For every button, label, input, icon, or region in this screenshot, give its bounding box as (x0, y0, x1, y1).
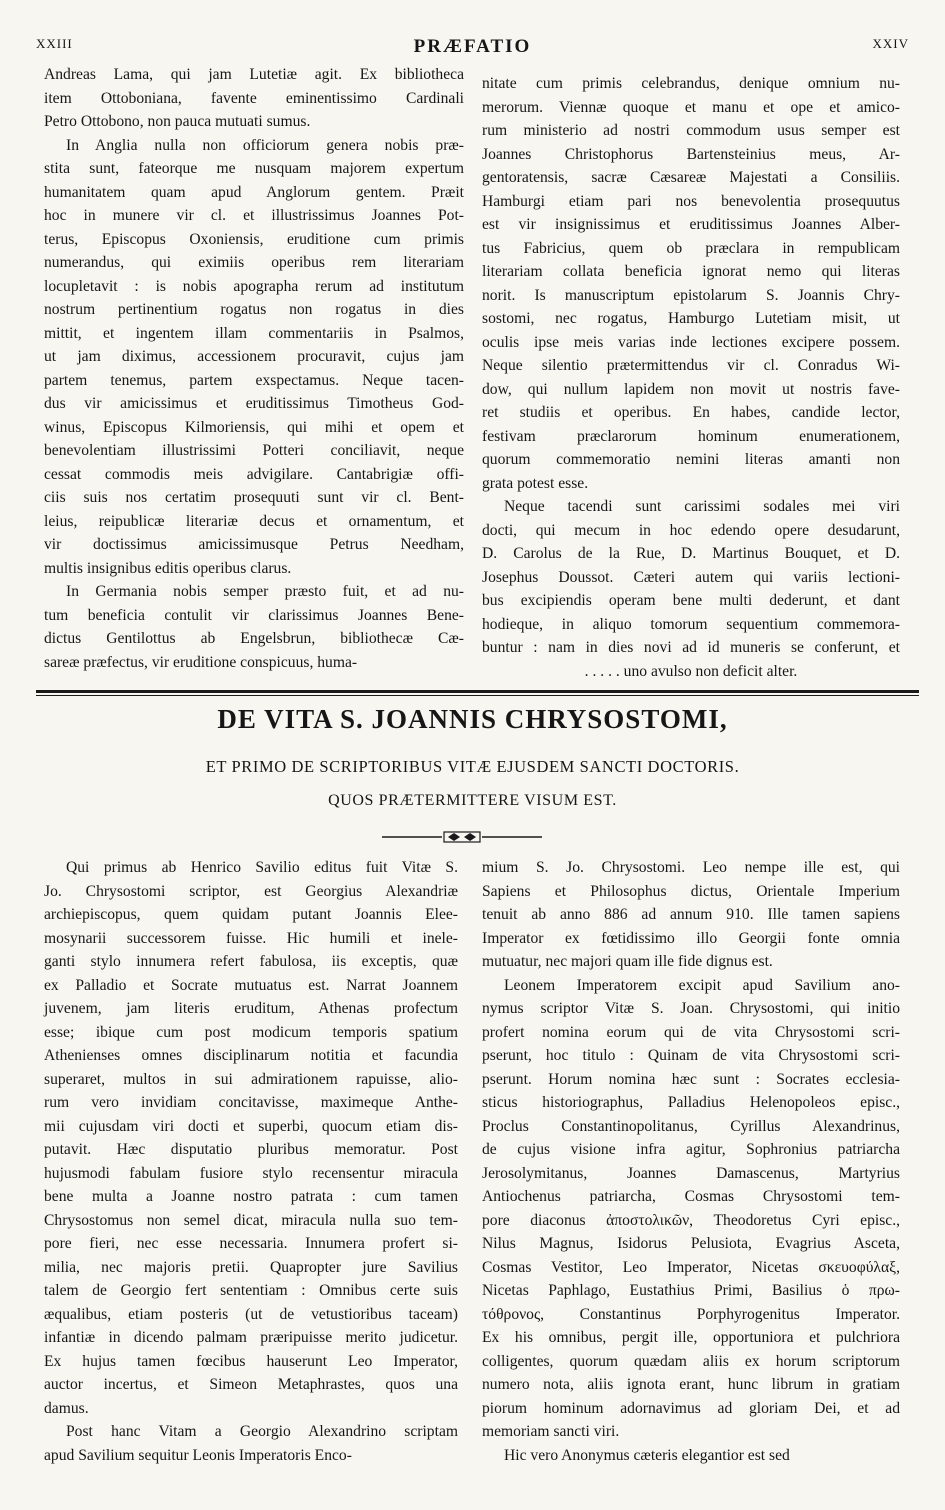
text-line: superaret, multos in sui admirationem rapuisse, alio- (44, 1070, 458, 1088)
text-line: rum vero invidiam concitavisse, maximeque Anthe- (44, 1094, 458, 1111)
text-line: Athenienses omnes disciplinarum notitia et facundia (44, 1047, 458, 1064)
text-line: docti, qui mecum in hoc edendo opere desudarunt, (482, 521, 900, 539)
text-line: In Anglia nulla non officiorum genera nobis præ- (66, 136, 464, 154)
text-line: esse; ibique cum post modicum temporis spatium (44, 1023, 458, 1041)
text-line: rum ministerio ad nostri commodum usus semper est (482, 122, 900, 139)
text-line: Jerosolymitanus, Joannes Damascenus, Martyrius (482, 1164, 900, 1182)
text-line: Josephus Doussot. Cæteri autem qui variis lectioni- (482, 568, 900, 586)
text-line: stita sunt, fateorque me nusquam majorem expertum (44, 160, 464, 177)
section-subtitle-2: QUOS PRÆTERMITTERE VISUM EST. (328, 792, 617, 809)
section-subtitle: ET PRIMO DE SCRIPTORIBUS VITÆ EJUSDEM SANCTI DOCTORIS. (205, 757, 740, 776)
text-line: Hamburgi etiam pari nos benevolentia prosequutus (482, 192, 900, 210)
text-line: milia, nec majoris pretii. Quapropter jure Savilius (44, 1258, 458, 1276)
text-line: literariam collata beneficia ignorat nemo qui literas (482, 263, 900, 280)
text-line: bus excipiendis operam bene multi dederunt, et dant (482, 592, 900, 609)
page-number-right: XXIV (872, 36, 909, 51)
text-line: leius, reipublicæ literariæ decus et ornamentum, et (44, 512, 464, 530)
text-line: ciis suis nos certatim prosequuti sunt vir cl. Bent- (44, 489, 464, 506)
text-line: dictus Gentilottus ab Engelsbrun, bibliothecæ Cæ- (44, 630, 464, 647)
text-line: colligentes, quorum quædam aliis ex horum scriptorum (482, 1352, 900, 1370)
text-line: de cujus visione infra agitur, Sophronius patriarcha (482, 1141, 900, 1158)
text-line: ex Palladio et Socrate mutuatus est. Narrat Joannem (44, 976, 458, 994)
text-line: mii cujusdam viri docti et superbi, quocum etiam dis- (44, 1117, 458, 1135)
running-title: PRÆFATIO (413, 36, 532, 57)
text-line: infantiæ in dicendo palmam præripuisse merito judicetur. (44, 1329, 458, 1346)
text-line: Hic vero Anonymus cæteris elegantior est sed (504, 1446, 790, 1464)
text-line: talem de Georgio fert sententiam : Omnibus certe suis (44, 1282, 458, 1299)
text-line: nostrum pertinentium rogatus non rogatus in dies (44, 301, 464, 318)
text-line: mutuatur, nec majori quam ille fide dignus est. (482, 953, 773, 970)
text-line: damus. (44, 1399, 89, 1417)
text-line: pore fieri, nec esse necessaria. Innumera profert si- (44, 1235, 458, 1252)
text-line: multis insignibus editis operibus clarus. (44, 559, 292, 577)
text-line: Ex hujus tamen fœcibus hauserunt Leo Imperator, (44, 1352, 458, 1370)
text-line: Imperator ex fœtidissimo illo Georgii fonte omnia (482, 929, 900, 947)
section-rule-thin (36, 695, 919, 696)
text-line: norit. Is manuscriptum epistolarum S. Joannis Chry- (482, 286, 900, 304)
text-line: tum beneficia contulit vir clarissimus Joannes Bene- (44, 606, 464, 624)
vita-right-column (482, 856, 900, 1467)
text-line: Leonem Imperatorem excipit apud Savilium ano- (504, 976, 900, 994)
text-line: Post hanc Vitam a Georgio Alexandrino scriptam (66, 1423, 458, 1440)
text-line: memoriam sancti viri. (482, 1423, 620, 1440)
text-line: partem tenemus, partem exspectamus. Neque tacen- (44, 371, 464, 389)
preface-right-column (482, 72, 900, 683)
text-line: archiepiscopus, quem quidam putant Joannis Elee- (44, 906, 458, 923)
text-line: piorum hominum adornavimus ad gloriam Dei, et ad (482, 1399, 900, 1417)
text-line: sareæ præfectus, vir eruditione conspicuus, huma- (44, 653, 358, 671)
text-line: Ex his omnibus, pergit ille, opportuniora et pulchriora (482, 1329, 900, 1346)
text-line: putavit. Hæc disputatio pluribus memoratur. Post (44, 1141, 458, 1158)
text-line: item Ottoboniana, favente eminentissimo Cardinali (44, 89, 464, 107)
text-line: festivam præclarorum hominum enumerationem, (482, 427, 900, 445)
text-line: pserunt, hoc titulo : Quinam de vita Chrysostomi scri- (482, 1047, 900, 1064)
text-line: merorum. Viennæ quoque et manu et ope et amico- (482, 98, 900, 116)
text-line: Petro Ottobono, non pauca mutuati sumus. (44, 113, 311, 130)
text-line: bene multa a Joanne nostro patrata : cum tamen (44, 1188, 458, 1205)
ornament-divider (382, 830, 542, 844)
text-line: τόθρονος, Constantinus Porphyrogenitus Imperator. (482, 1305, 900, 1323)
text-line: sticus historiographus, Palladius Helenopoleos episc., (482, 1094, 900, 1111)
text-line: nymus scriptor Vitæ S. Joan. Chrysostomi, qui initio (482, 1000, 900, 1017)
text-line: In Germania nobis semper præsto fuit, et ad nu- (66, 583, 464, 600)
text-line: Nilus Magnus, Isidorus Pelusiota, Evagrius Asceta, (482, 1235, 900, 1252)
text-line: Neque silentio prætermittendus vir cl. Conradus Wi- (482, 357, 900, 374)
text-line: quorum commemoratio nemini literas amanti non (482, 451, 900, 468)
text-line: Neque tacendi sunt carissimi sodales mei viri (504, 498, 900, 515)
text-line: hoc in munere vir cl. et illustrissimus Joannes Pot- (44, 207, 464, 224)
text-line: Chrysostomus non semel dicat, miracula nulla suo tem- (44, 1211, 458, 1229)
text-line: Sapiens et Philosophus dictus, Orientale Imperium (482, 882, 900, 900)
text-line: Qui primus ab Henrico Savilio editus fuit Vitæ S. (66, 859, 458, 876)
running-head (36, 36, 909, 62)
text-line: Andreas Lama, qui jam Lutetiæ agit. Ex bibliotheca (44, 66, 464, 83)
text-line: auctor incertus, et Simeon Metaphrastes, quos una (44, 1376, 458, 1393)
text-line: hujusmodi fabulam fusiore stylo recensentur miracula (44, 1164, 458, 1182)
text-line: grata potest esse. (482, 474, 589, 492)
text-line: dow, qui nullum lapidem non movit ut nostris fave- (482, 380, 900, 398)
text-line: benevolentiam illustrissimi Potteri conciliavit, neque (44, 442, 464, 459)
text-line: cessat commodis meis advigilare. Cantabrigiæ offi- (44, 465, 464, 483)
text-line: æqualibus, etiam posteris (ut de vetustioribus taceam) (44, 1305, 458, 1323)
text-line: dus vir amicissimus et eruditissimus Timotheus God- (44, 395, 464, 412)
text-line: profert nomina eorum qui de vita Chrysostomi scri- (482, 1023, 900, 1041)
section-title: DE VITA S. JOANNIS CHRYSOSTOMI, (217, 704, 728, 734)
text-line: ret studiis et operibus. En habes, candide lector, (482, 404, 900, 421)
section-rule (36, 690, 919, 693)
text-line: apud Savilium sequitur Leonis Imperatoris Enco- (44, 1446, 352, 1464)
text-line: est vir insignissimus et eruditissimus Joannes Alber- (482, 216, 900, 233)
text-line: numerandus, qui eximiis operibus rem literariam (44, 254, 464, 271)
text-line: vir doctissimus amicissimusque Petrus Needham, (44, 536, 464, 553)
text-line: mium S. Jo. Chrysostomi. Leo nempe ille est, qui (482, 859, 900, 876)
text-line: gentoratensis, sacræ Cæsareæ Majestati a Consiliis. (482, 169, 900, 186)
text-line: juvenem, jam literis eruditum, Athenas profectum (44, 1000, 458, 1017)
text-line: mosynarii successorem fuisse. Hic humili et inele- (44, 929, 458, 947)
text-line: Antiochenus patriarcha, Cosmas Chrysostomi tem- (482, 1188, 900, 1205)
text-line: hodieque, in aliquo tomorum sequentium commemora- (482, 615, 900, 633)
text-line: buntur : nam in dies novi ad id muneris se conferunt, et (482, 639, 900, 656)
text-line: Cosmas Vestitor, Leo Imperator, Nicetas σκευοφύλαξ, (482, 1258, 900, 1276)
text-line: terus, Episcopus Oxoniensis, eruditione cum primis (44, 230, 464, 248)
text-line: Joannes Christophorus Bartensteinius meus, Ar- (482, 145, 900, 163)
text-line: pserunt. Horum nomina hæc sunt : Socrates ecclesia- (482, 1070, 900, 1088)
page-number-left: XXIII (36, 36, 73, 51)
text-line: tenuit ab anno 886 ad annum 910. Ille tamen sapiens (482, 906, 900, 923)
text-line: ut jam diximus, accessionem procuravit, cujus jam (44, 348, 464, 365)
text-line: oculis ipse meis varias inde lectiones excipere possem. (482, 333, 900, 351)
text-line: humanitatem quam apud Anglorum gentem. Præit (44, 183, 464, 201)
text-line: . . . . . uno avulso non deficit alter. (584, 662, 798, 680)
text-line: locupletavit : is nobis apographa rerum ad institutum (44, 277, 464, 295)
text-line: pore diaconus ἀποστολικῶν, Theodoretus Cyri episc., (482, 1211, 900, 1229)
text-line: ganti stylo innumera refert fabulosa, iis exceptis, quæ (44, 953, 458, 970)
vita-left-column (44, 856, 458, 1467)
text-line: tus Fabricius, quem ob præclara in rempublicam (482, 239, 900, 257)
text-line: Nicetas Paphlago, Eustathius Primi, Basilius ὁ πρω- (482, 1282, 900, 1299)
text-line: D. Carolus de la Rue, D. Martinus Bouquet, et D. (482, 545, 900, 562)
text-line: sostomi, nec rogatus, Hamburgo Lutetiam misit, ut (482, 310, 900, 327)
text-line: Jo. Chrysostomi scriptor, est Georgius Alexandriæ (44, 882, 458, 900)
preface-left-column (44, 63, 464, 674)
text-line: nitate cum primis celebrandus, denique omnium nu- (482, 75, 900, 92)
text-line: winus, Episcopus Kilmoriensis, qui mihi et opem et (44, 418, 464, 436)
text-line: Proclus Constantinopolitanus, Cyrillus Alexandrinus, (482, 1117, 900, 1135)
text-line: numero nota, aliis ignota erant, hunc librum in gratiam (482, 1376, 900, 1393)
text-line: mittit, et ingentem illam commentariis in Psalmos, (44, 324, 464, 342)
